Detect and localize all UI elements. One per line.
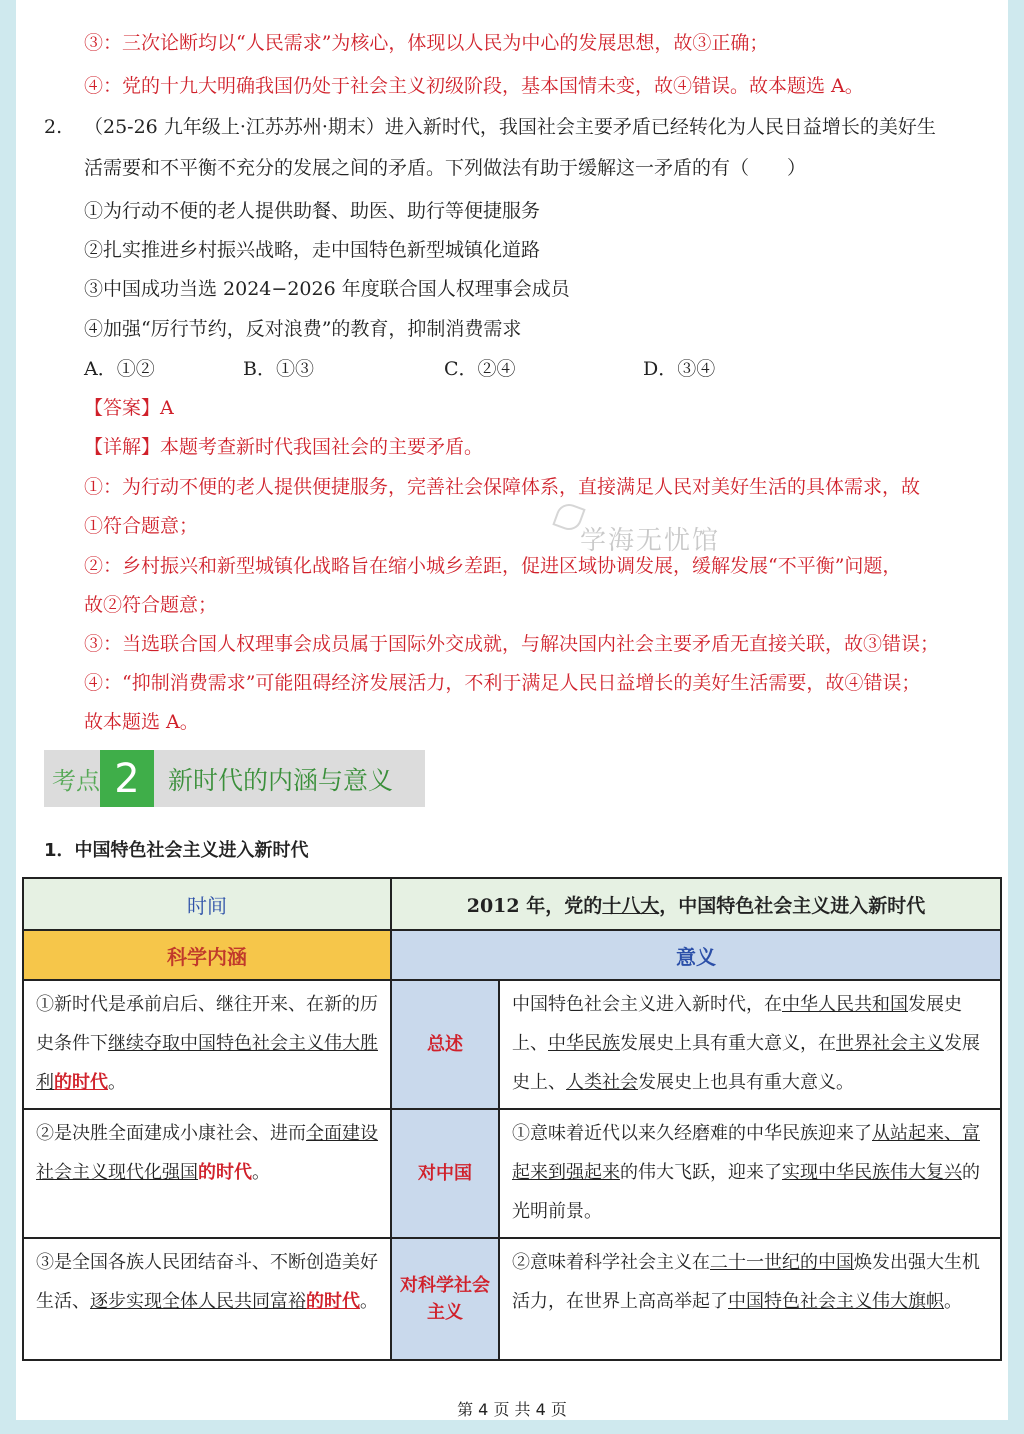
header-scientific-connotation: 科学内涵 bbox=[23, 930, 391, 980]
table-row bbox=[23, 1238, 1001, 1360]
knowledge-table bbox=[22, 877, 1002, 1361]
subheading: 1．中国特色社会主义进入新时代 bbox=[44, 840, 309, 861]
header-significance: 意义 bbox=[391, 930, 1001, 980]
analysis-line: 【详解】本题考查新时代我国社会的主要矛盾。 bbox=[84, 436, 484, 458]
analysis-line: 故②符合题意； bbox=[84, 594, 218, 616]
option-a: A．①② bbox=[84, 358, 155, 380]
connotation-cell: ①新时代是承前启后、继往开来、在新的历史条件下继续夺取中国特色社会主义伟大胜利的时代。 bbox=[23, 980, 391, 1109]
significance-cell: ①意味着近代以来久经磨难的中华民族迎来了从站起来、富起来到强起来的伟大飞跃，迎来了实现中华民族伟大复兴的光明前景。 bbox=[499, 1109, 1001, 1238]
question-item: ④加强“厉行节约，反对浪费”的教育，抑制消费需求 bbox=[84, 318, 522, 340]
section-number: 2 bbox=[100, 750, 154, 807]
question-item: ①为行动不便的老人提供助餐、助医、助行等便捷服务 bbox=[84, 200, 541, 222]
analysis-line: ①：为行动不便的老人提供便捷服务，完善社会保障体系，直接满足人民对美好生活的具体需求，故 bbox=[84, 476, 921, 498]
analysis-line: ②：乡村振兴和新型城镇化战略旨在缩小城乡差距，促进区域协调发展，缓解发展“不平衡”问题， bbox=[84, 555, 902, 577]
analysis-line: ③：当选联合国人权理事会成员属于国际外交成就，与解决国内社会主要矛盾无直接关联，故③错误； bbox=[84, 633, 940, 655]
answer-line: 【答案】A bbox=[84, 397, 174, 419]
row-label: 对中国 bbox=[391, 1109, 499, 1238]
analysis-line: ④：“抑制消费需求”可能阻碍经济发展活力，不利于满足人民日益增长的美好生活需要，故④错误； bbox=[84, 672, 921, 694]
question-number: 2. bbox=[44, 116, 63, 138]
section-banner bbox=[44, 750, 425, 807]
option-b: B．①③ bbox=[243, 358, 314, 380]
header-time: 时间 bbox=[23, 878, 391, 930]
connotation-cell: ②是决胜全面建成小康社会、进而全面建设社会主义现代化强国的时代。 bbox=[23, 1109, 391, 1238]
option-c: C．②④ bbox=[444, 358, 516, 380]
analysis-line-3: ③：三次论断均以“人民需求”为核心，体现以人民为中心的发展思想，故③正确； bbox=[84, 32, 769, 54]
table-row bbox=[23, 980, 1001, 1109]
header-date: 2012 年，党的十八大，中国特色社会主义进入新时代 bbox=[391, 878, 1001, 930]
row-label: 总述 bbox=[391, 980, 499, 1109]
question-item: ③中国成功当选 2024−2026 年度联合国人权理事会成员 bbox=[84, 278, 570, 300]
table-row bbox=[23, 1109, 1001, 1238]
row-label: 对科学社会主义 bbox=[391, 1238, 499, 1360]
option-d: D．③④ bbox=[643, 358, 716, 380]
analysis-line: 故本题选 A。 bbox=[84, 711, 199, 733]
significance-cell: ②意味着科学社会主义在二十一世纪的中国焕发出强大生机活力，在世界上高高举起了中国特色社会主义伟大旗帜。 bbox=[499, 1238, 1001, 1360]
section-title: 新时代的内涵与意义 bbox=[168, 765, 394, 795]
question-item: ②扎实推进乡村振兴战略，走中国特色新型城镇化道路 bbox=[84, 239, 541, 261]
analysis-line-4: ④：党的十九大明确我国仍处于社会主义初级阶段，基本国情未变，故④错误。故本题选 A。 bbox=[84, 75, 864, 97]
watermark: 学海无忧馆 bbox=[580, 526, 721, 556]
question-stem-2: 活需要和不平衡不充分的发展之间的矛盾。下列做法有助于缓解这一矛盾的有（ ） bbox=[84, 157, 807, 179]
significance-cell: 中国特色社会主义进入新时代，在中华人民共和国发展史上、中华民族发展史上具有重大意义，在世界社会主义发展史上、人类社会发展史上也具有重大意义。 bbox=[499, 980, 1001, 1109]
section-label: 考点 bbox=[52, 767, 100, 795]
analysis-line: ①符合题意； bbox=[84, 515, 199, 537]
question-stem-1: （25-26 九年级上·江苏苏州·期末）进入新时代，我国社会主要矛盾已经转化为人民日益增长的美好生 bbox=[84, 116, 936, 138]
connotation-cell: ③是全国各族人民团结奋斗、不断创造美好生活、逐步实现全体人民共同富裕的时代。 bbox=[23, 1238, 391, 1360]
page-footer: 第 4 页 共 4 页 bbox=[457, 1400, 567, 1419]
